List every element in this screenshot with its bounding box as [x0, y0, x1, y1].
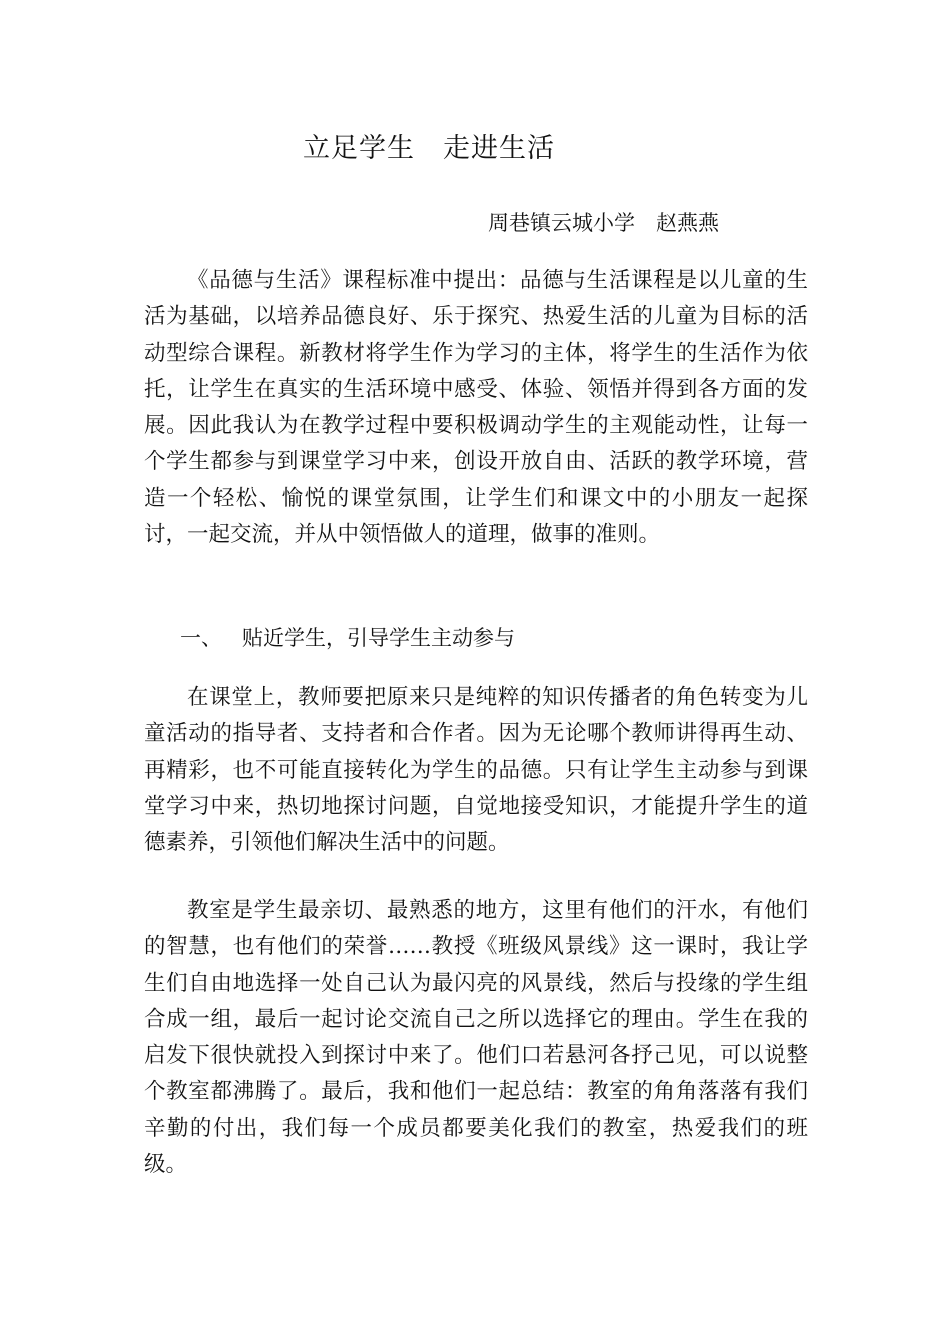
section-heading: [180, 620, 515, 656]
section-heading-text: 贴近学生，引导学生主动参与: [242, 626, 515, 650]
author-line: 周巷镇云城小学 赵燕燕: [488, 211, 719, 235]
intro-paragraph: 《品德与生活》课程标准中提出：品德与生活课程是以儿童的生活为基础，以培养品德良好、乐于探究、热爱生活的儿童为目标的活动型综合课程。新教材将学生作为学习的主体，将学生的生活作为依托，让学生在真实的生活环境中感受、体验、领悟并得到各方面的发展。因此我认为在教学过程中要积极调动学生的主观能动性，让每一个学生都参与到课堂学习中来，创设开放自由、活跃的教学环境，营造一个轻松、愉悦的课堂氛围，让学生们和课文中的小朋友一起探讨，一起交流，并从中领悟做人的道理，做事的准则。: [144, 268, 808, 548]
section-number: 一、: [180, 626, 222, 650]
document-title: 立足学生 走进生活: [303, 133, 555, 164]
body-paragraph-2: 在课堂上，教师要把原来只是纯粹的知识传播者的角色转变为儿童活动的指导者、支持者和合作者。因为无论哪个教师讲得再生动、再精彩，也不可能直接转化为学生的品德。只有让学生主动参与到课堂学习中来，热切地探讨问题，自觉地接受知识，才能提升学生的道德素养，引领他们解决生活中的问题。: [144, 685, 808, 856]
body-paragraph-3: 教室是学生最亲切、最熟悉的地方，这里有他们的汗水，有他们的智慧，也有他们的荣誉……教授《班级风景线》这一课时，我让学生们自由地选择一处自己认为最闪亮的风景线，然后与投缘的学生组合成一组，最后一起讨论交流自己之所以选择它的理由。学生在我的启发下很快就投入到探讨中来了。他们口若悬河各抒己见，可以说整个教室都沸腾了。最后，我和他们一起总结：教室的角角落落有我们辛勤的付出，我们每一个成员都要美化我们的教室，热爱我们的班级。: [144, 898, 808, 1178]
